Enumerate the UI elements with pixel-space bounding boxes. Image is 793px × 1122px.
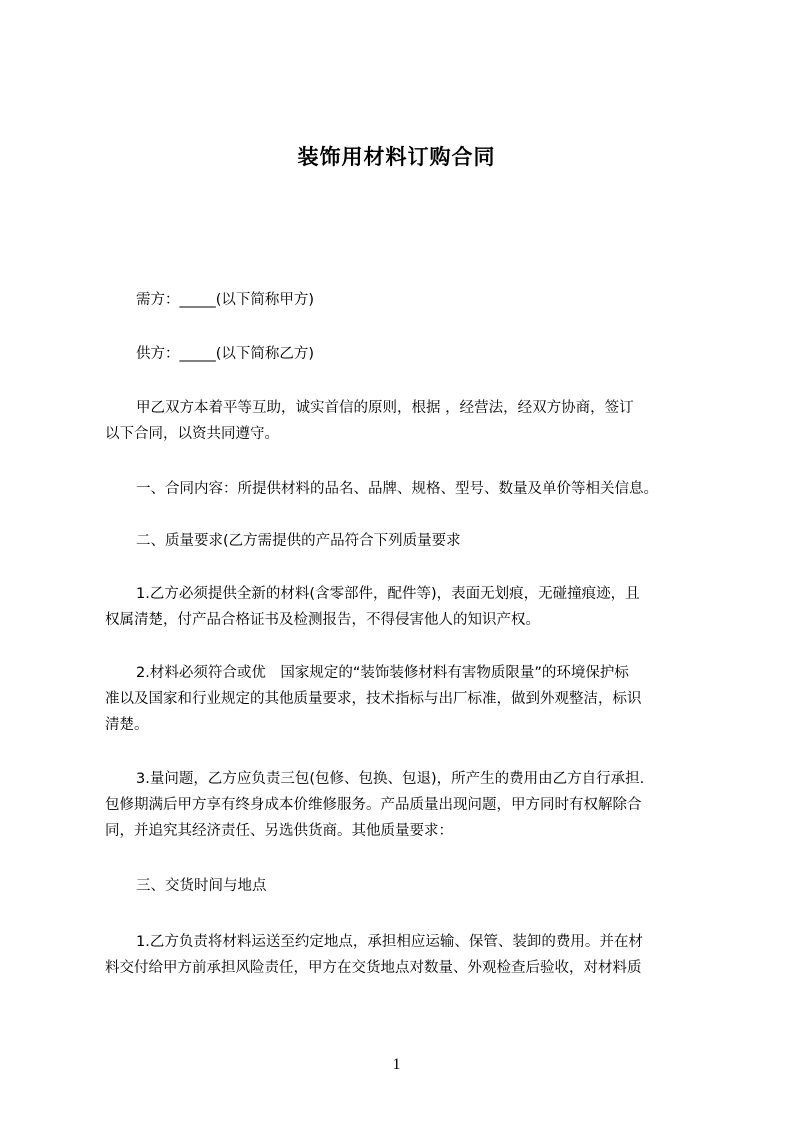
quality-item-3-line-3: 同，并追究其经济责任、另选供货商。其他质量要求： bbox=[105, 823, 453, 839]
delivery-item-1-line-1: 1.乙方负责将材料运送至约定地点，承担相应运输、保管、装卸的费用。并在材 bbox=[136, 934, 643, 950]
page-number: 1 bbox=[392, 1056, 401, 1073]
delivery-item-1-line-2: 料交付给甲方前承担风险责任，甲方在交货地点对数量、外观检查后验收，对材料质 bbox=[105, 960, 642, 976]
document-title: 装饰用材料订购合同 bbox=[297, 145, 496, 169]
quality-item-1 bbox=[105, 581, 705, 633]
intro-line-1: 甲乙双方本着平等互助，诚实首信的原则，根据 ，经营法，经双方协商，签订 bbox=[136, 400, 634, 416]
delivery-item-1 bbox=[105, 929, 705, 981]
intro-paragraph bbox=[105, 395, 705, 447]
quality-item-3-line-2: 包修期满后甲方享有终身成本价维修服务。产品质量出现问题，甲方同时有权解除合 bbox=[105, 797, 642, 813]
supplier-line: 供方：_____(以下简称乙方) bbox=[136, 346, 315, 362]
quality-item-2-line-1: 2.材料必须符合或优 国家规定的“装饰装修材料有害物质限量”的环境保护标 bbox=[136, 665, 629, 681]
quality-item-3-line-1: 3.量问题，乙方应负责三包(包修、包换、包退)，所产生的费用由乙方自行承担. bbox=[136, 771, 645, 787]
quality-item-2 bbox=[105, 660, 705, 738]
quality-item-1-line-1: 1.乙方必须提供全新的材料(含零部件，配件等)，表面无划痕，无碰撞痕迹，且 bbox=[136, 586, 640, 602]
section-2-quality-heading: 二、质量要求(乙方需提供的产品符合下列质量要求 bbox=[136, 533, 461, 549]
intro-line-2: 以下合同，以资共同遵守。 bbox=[105, 426, 279, 442]
quality-item-3 bbox=[105, 766, 705, 844]
quality-item-1-line-2: 权属清楚，付产品合格证书及检测报告，不得侵害他人的知识产权。 bbox=[105, 612, 540, 628]
section-1-contract-content: 一、合同内容：所提供材料的品名、品牌、规格、型号、数量及单价等相关信息。 bbox=[136, 481, 658, 497]
section-3-delivery-heading: 三、交货时间与地点 bbox=[136, 878, 267, 894]
buyer-line: 需方：_____(以下简称甲方) bbox=[136, 292, 315, 308]
quality-item-2-line-3: 清楚。 bbox=[105, 717, 149, 733]
quality-item-2-line-2: 准以及国家和行业规定的其他质量要求，技术指标与出厂标准，做到外观整洁，标识 bbox=[105, 691, 642, 707]
